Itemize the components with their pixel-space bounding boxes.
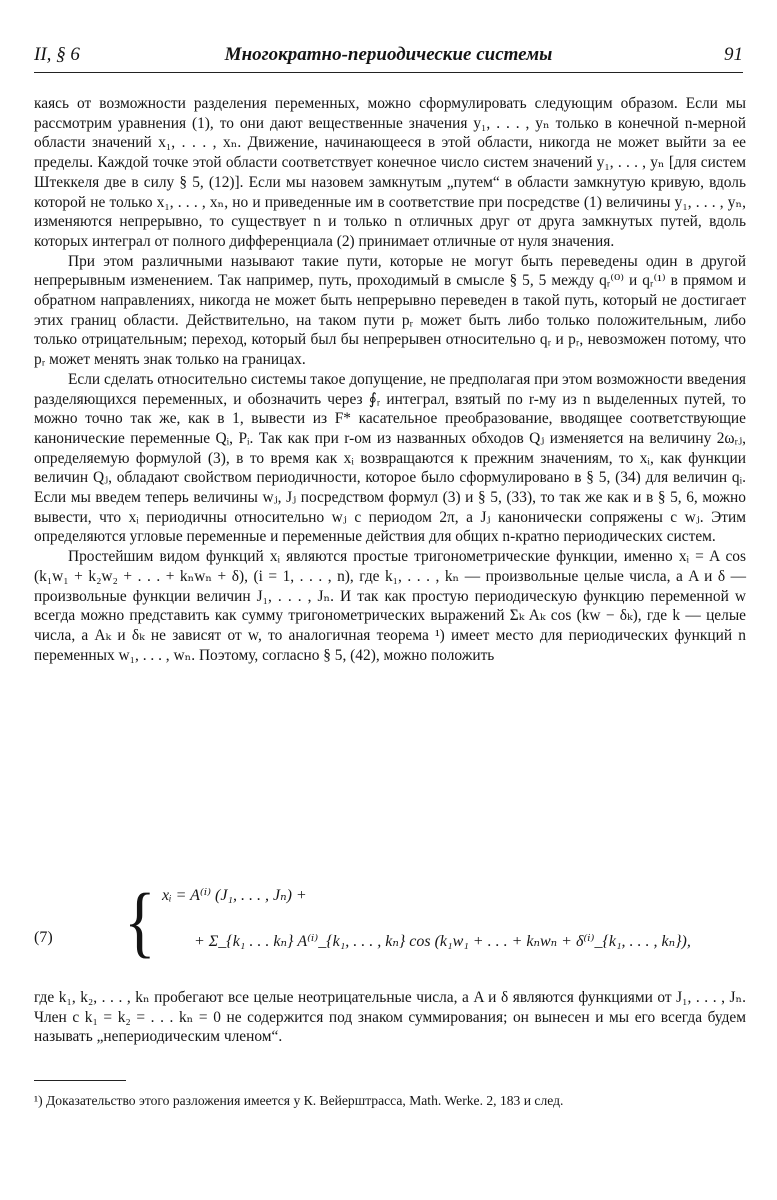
paragraph-2: При этом различными называют такие пути, которые не могут быть переведены один в другой непрерывным изменением. Так например, путь, проходимый в смысле § 5, 5 между qᵣ⁽⁰⁾ и qᵣ⁽¹⁾ в прямом и обратном направлениях, никогда не может быть непрерывно переведен в такой путь, который не достигает этих границ области. Действительно, на таком пути pᵣ может быть либо только положительным, либо только отрицательным; переход, который был бы непрерывен относительно qᵣ и pᵣ, невозможен потому, что pᵣ может менять знак только на границах.	[34, 252, 746, 369]
paragraph-3: Если сделать относительно системы такое допущение, не предполагая при этом возможности введения разделяющихся переменных, и обозначить через ∮ᵣ интеграл, взятый по r-му из n выделенных путей, то можно точно так же, как в 1, вывести из F* касательное преобразование, вводящее соответствующие канонические переменные Qᵢ, Pᵢ. Так как при r-ом из названных обходов Qⱼ изменяется на величину 2ωᵣⱼ, определяемую формулой (3), в то время как xᵢ возвращаются к прежним значениям, то xᵢ, как функции величин Qⱼ, обладают свойством периодичности, которое было сформулировано в § 5, (34) для величин qᵢ. Если мы введем теперь величины wⱼ, Jⱼ посредством формул (3) и § 5, (33), то так же как и в § 5, 6, можно вывести, что xᵢ периодичны относительно wⱼ с периодом 2π, а Jⱼ канонически сопряжены с wⱼ. Этим определяются угловые переменные и переменные действия для общих n-кратно периодических систем.	[34, 370, 746, 546]
equation-7	[34, 875, 746, 975]
running-header	[34, 44, 743, 70]
body-text-continued	[34, 988, 746, 1047]
footnote: ¹) Доказательство этого разложения имеется у К. Вейерштрасса, Math. Werke. 2, 183 и след.	[34, 1093, 564, 1108]
page-number: 91	[724, 44, 743, 65]
equation-line-2: + Σ_{k₁ . . . kₙ} A⁽ⁱ⁾_{k₁, . . . , kₙ} cos (k₁w₁ + . . . + kₙwₙ + δ⁽ⁱ⁾_{k₁, . . . , kₙ}),	[194, 933, 691, 950]
footnote-rule	[34, 1080, 126, 1081]
paragraph-1: каясь от возможности разделения переменных, можно сформулировать следующим образом. Если мы рассмотрим уравнения (1), то они дают вещественные значения y₁, . . . , yₙ только в конечной n-мерной области значений x₁, . . . , xₙ. Движение, начинающееся в этой области, никогда не может выйти за ее пределы. Каждой точке этой области соответствует конечное число систем значений y₁, . . . , yₙ [для систем Штеккеля две в силу § 5, (12)]. Если мы назовем замкнутым „путем“ в области замкнутую кривую, вдоль которой не только x₁, . . . , xₙ, но и приведенные им в соответствие при посредстве (1) величины y₁, . . . , yₙ, изменяются непрерывно, то существует n и только n отличных друг от друга замкнутых путей, вдоль которых интеграл от полного дифференциала (2) принимает отличные от нуля значения.	[34, 95, 746, 250]
running-title: Многократно-периодические системы	[224, 44, 553, 65]
paragraph-5: где k₁, k₂, . . . , kₙ пробегают все целые неотрицательные числа, а A и δ являются функциями от J₁, . . . , Jₙ. Член с k₁ = k₂ = . . . kₙ = 0 не содержится под знаком суммирования; он вынесен и мы его всегда будем называть „непериодическим членом“.	[34, 989, 746, 1046]
equation-number: (7)	[34, 929, 53, 946]
brace-icon: {	[124, 878, 156, 967]
header-rule	[34, 72, 743, 73]
body-text	[34, 94, 746, 665]
section-reference: II, § 6	[34, 44, 80, 65]
equation-line-1: xᵢ = A⁽ⁱ⁾ (J₁, . . . , Jₙ) +	[162, 887, 307, 904]
paragraph-4: Простейшим видом функций xᵢ являются простые тригонометрические функции, именно xᵢ = A cos (k₁w₁ + k₂w₂ + . . . + kₙwₙ + δ), (i = 1, . . . , n), где k₁, . . . , kₙ — произвольные целые числа, а A и δ — произвольные функции величин J₁, . . . , Jₙ. И так как простую периодическую функцию переменной w всегда можно представить как сумму тригонометрических выражений Σₖ Aₖ cos (kw − δₖ), где k — целые числа, а Aₖ и δₖ не зависят от w, то аналогичная теорема ¹) имеет место для периодических функций n переменных w₁, . . . , wₙ. Поэтому, согласно § 5, (42), можно положить	[34, 548, 746, 664]
